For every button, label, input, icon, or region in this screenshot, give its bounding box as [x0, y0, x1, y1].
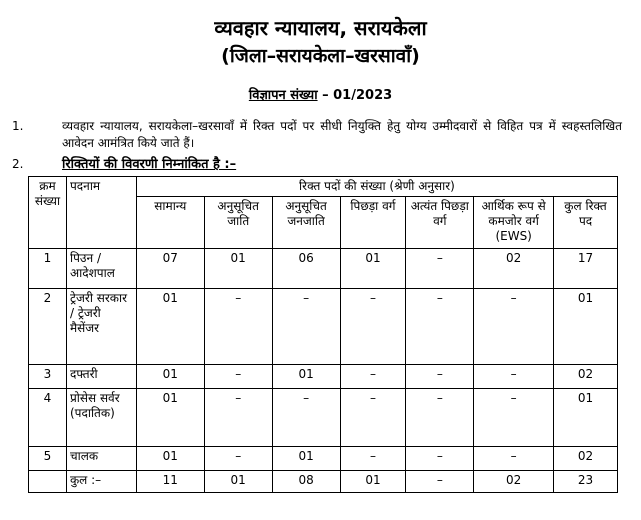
- value-cell: 06: [272, 249, 340, 289]
- value-cell: –: [204, 289, 272, 365]
- value-cell: 01: [136, 365, 204, 389]
- post-header: पदनाम: [66, 177, 136, 249]
- total-cell: –: [406, 471, 474, 493]
- category-header: आर्थिक रूप से कमजोर वर्ग (EWS): [474, 197, 554, 249]
- value-cell: –: [406, 447, 474, 471]
- serial-header: क्रम संख्या: [29, 177, 67, 249]
- paragraph-1-text: व्यवहार न्यायालय, सरायकेला–खरसावाँ में रिक्त पदों पर सीधी नियुक्ति हेतु योग्य उम्मीदवारों से विहित पत्र में स्वहस्तलिखित आवेदन आमंत्रित किये जाते हैं।: [62, 119, 622, 150]
- value-cell: 01: [272, 365, 340, 389]
- table-row: [29, 365, 618, 389]
- table-row: [29, 389, 618, 447]
- serial-cell: 3: [29, 365, 67, 389]
- value-cell: 01: [204, 249, 272, 289]
- value-cell: 17: [554, 249, 618, 289]
- court-title: व्यवहार न्यायालय, सरायकेला: [214, 16, 427, 40]
- value-cell: –: [340, 447, 406, 471]
- value-cell: 01: [136, 289, 204, 365]
- value-cell: –: [204, 389, 272, 447]
- value-cell: –: [340, 365, 406, 389]
- value-cell: 01: [136, 389, 204, 447]
- serial-cell: 5: [29, 447, 67, 471]
- total-cell: 01: [204, 471, 272, 493]
- total-cell: 02: [474, 471, 554, 493]
- paragraph-1-number: 1.: [12, 119, 24, 133]
- paragraph-2-number: 2.: [12, 157, 24, 171]
- serial-cell: [29, 471, 67, 493]
- category-header: अत्यंत पिछड़ा वर्ग: [406, 197, 474, 249]
- value-cell: –: [204, 447, 272, 471]
- total-cell: 01: [340, 471, 406, 493]
- value-cell: 01: [554, 389, 618, 447]
- table-row: [29, 447, 618, 471]
- value-cell: 01: [340, 249, 406, 289]
- value-cell: 02: [474, 249, 554, 289]
- district-subtitle: (जिला–सरायकेला–खरसावाँ): [221, 45, 420, 67]
- value-cell: –: [474, 289, 554, 365]
- post-cell: चालक: [66, 447, 136, 471]
- total-cell: 08: [272, 471, 340, 493]
- total-cell: 23: [554, 471, 618, 493]
- post-cell: पिउन / आदेशपाल: [66, 249, 136, 289]
- post-cell: दफ्तरी: [66, 365, 136, 389]
- value-cell: –: [474, 365, 554, 389]
- value-cell: 01: [136, 447, 204, 471]
- total-cell: 11: [136, 471, 204, 493]
- value-cell: –: [204, 365, 272, 389]
- table-row: [29, 249, 618, 289]
- total-row: [29, 471, 618, 493]
- value-cell: –: [272, 389, 340, 447]
- serial-cell: 1: [29, 249, 67, 289]
- notice-number: [0, 87, 641, 105]
- value-cell: –: [406, 249, 474, 289]
- header-row-1: [29, 177, 618, 197]
- category-group-header: रिक्त पदों की संख्या (श्रेणी अनुसार): [136, 177, 617, 197]
- value-cell: 01: [272, 447, 340, 471]
- value-cell: –: [474, 447, 554, 471]
- value-cell: 02: [554, 447, 618, 471]
- category-header: अनुसूचित जाति: [204, 197, 272, 249]
- value-cell: –: [406, 289, 474, 365]
- value-cell: 02: [554, 365, 618, 389]
- category-header: कुल रिक्त पद: [554, 197, 618, 249]
- value-cell: –: [406, 365, 474, 389]
- post-cell: प्रोसेस सर्वर (पदातिक): [66, 389, 136, 447]
- serial-cell: 4: [29, 389, 67, 447]
- value-cell: –: [272, 289, 340, 365]
- vacancy-table: [28, 176, 618, 493]
- value-cell: –: [406, 389, 474, 447]
- notice-value: – 01/2023: [322, 88, 393, 103]
- paragraph-2-text: रिक्तियों की विवरणी निम्नांकित है :–: [62, 157, 237, 172]
- value-cell: –: [340, 289, 406, 365]
- post-cell: ट्रेजरी सरकार / ट्रेजरी मैसेंजर: [66, 289, 136, 365]
- category-header: अनुसूचित जनजाति: [272, 197, 340, 249]
- value-cell: 07: [136, 249, 204, 289]
- category-header: पिछड़ा वर्ग: [340, 197, 406, 249]
- total-label: कुल :–: [66, 471, 136, 493]
- table-row: [29, 289, 618, 365]
- serial-cell: 2: [29, 289, 67, 365]
- value-cell: –: [340, 389, 406, 447]
- category-header: सामान्य: [136, 197, 204, 249]
- notice-label: विज्ञापन संख्या: [248, 88, 318, 103]
- value-cell: –: [474, 389, 554, 447]
- value-cell: 01: [554, 289, 618, 365]
